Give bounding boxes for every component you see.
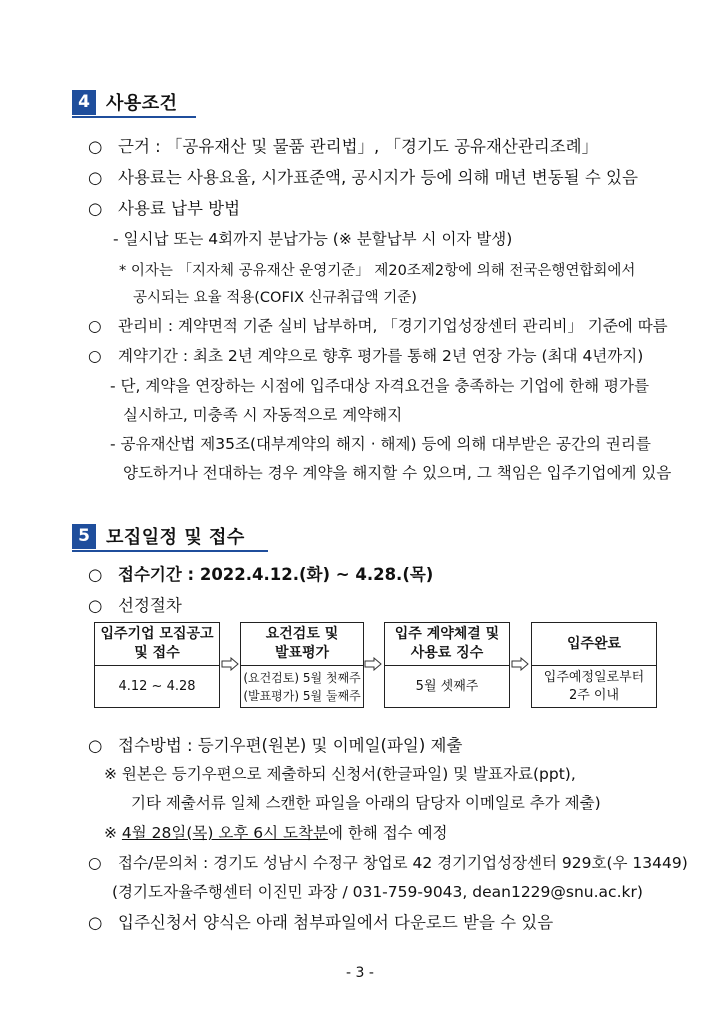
flow-step-date: 4.12 ~ 4.28 — [118, 678, 196, 694]
s5-period: ○ 접수기간 : 2022.4.12.(화) ~ 4.28.(목) — [88, 565, 434, 584]
flow-step-date: (요건검토) 5월 첫째주 (발표평가) 5월 둘째주 — [243, 670, 361, 703]
section-4-underline — [72, 116, 196, 118]
s5-note2: ※ 4월 28일(목) 오후 6시 도착분에 한해 접수 예정 — [104, 824, 448, 842]
flow-step-date: 입주예정일로부터 2주 이내 — [543, 669, 645, 703]
s5-procedure-label: ○ 선정절차 — [88, 596, 182, 615]
s5-method: ○ 접수방법 : 등기우편(원본) 및 이메일(파일) 제출 — [88, 736, 463, 755]
s4-line-extension-2: 실시하고, 미충족 시 자동적으로 계약해지 — [123, 406, 403, 424]
s4-line-maintenance: ○ 관리비 : 계약면적 기준 실비 납부하며, 「경기기업성장센터 관리비」 기준에 따름 — [88, 317, 668, 335]
s5-note1: ※ 원본은 등기우편으로 제출하되 신청서(한글파일) 및 발표자료(ppt), — [104, 765, 576, 783]
section-4-number: 4 — [72, 90, 96, 115]
section-5-header — [72, 522, 245, 550]
flow-step-contract — [384, 622, 510, 708]
flow-step-recruit — [94, 622, 220, 708]
s4-line-extension: - 단, 계약을 연장하는 시점에 입주대상 자격요건을 충족하는 기업에 한해 평가를 — [110, 377, 649, 395]
deadline-text: 4월 28일(목) 오후 6시 도착분 — [121, 824, 328, 842]
s5-note1-cont: 기타 제출서류 일체 스캔한 파일을 아래의 담당자 이메일로 추가 제출) — [131, 794, 601, 812]
section-4-title: 사용조건 — [106, 93, 178, 114]
flow-step-title: 요건검토 및 발표평가 — [241, 623, 363, 666]
s4-line-interest-note-2: 공시되는 요율 적용(COFIX 신규취급액 기준) — [133, 290, 417, 306]
flow-step-title: 입주기업 모집공고 및 접수 — [95, 623, 219, 666]
s5-contact-person: (경기도자율주행센터 이진민 과장 / 031-759-9043, dean1229@snu.ac.kr) — [112, 883, 643, 901]
section-5-underline — [72, 550, 268, 552]
s4-line-fee: ○ 사용료는 사용요율, 시가표준액, 공시지가 등에 의해 매년 변동될 수 있음 — [88, 168, 638, 187]
s4-line-law: - 공유재산법 제35조(대부계약의 해지 · 해제) 등에 의해 대부받은 공간의 권리를 — [110, 435, 651, 453]
flow-step-complete — [531, 622, 657, 708]
flow-step-review — [240, 622, 364, 708]
s4-line-basis: ○ 근거 : 「공유재산 및 물품 관리법」, 「경기도 공유재산관리조례」 — [88, 137, 599, 156]
flow-step-title: 입주 계약체결 및 사용료 징수 — [385, 623, 509, 666]
flow-step-title: 입주완료 — [532, 623, 656, 666]
flow-arrow-icon — [221, 657, 239, 671]
s4-line-contract: ○ 계약기간 : 최초 2년 계약으로 향후 평가를 통해 2년 연장 가능 (최대 4년까지) — [88, 347, 644, 365]
s5-download: ○ 입주신청서 양식은 아래 첨부파일에서 다운로드 받을 수 있음 — [88, 913, 554, 932]
page-number: - 3 - — [346, 965, 374, 981]
flow-step-date: 5월 셋째주 — [415, 678, 479, 694]
flow-arrow-icon — [364, 657, 382, 671]
section-5-number: 5 — [72, 524, 96, 549]
s4-line-law-2: 양도하거나 전대하는 경우 계약을 해지할 수 있으며, 그 책임은 입주기업에게 있음 — [123, 464, 672, 482]
flow-arrow-icon — [511, 657, 529, 671]
section-5-title: 모집일정 및 접수 — [106, 527, 245, 548]
s5-contact: ○ 접수/문의처 : 경기도 성남시 수정구 창업로 42 경기기업성장센터 929호(우 13449) — [88, 854, 688, 872]
s4-line-interest-note: * 이자는 「지자체 공유재산 운영기준」 제20조제2항에 의해 전국은행연합회에서 — [119, 263, 636, 279]
section-4-header — [72, 88, 178, 116]
s4-line-installment: - 일시납 또는 4회까지 분납가능 (※ 분할납부 시 이자 발생) — [113, 230, 513, 248]
contact-email-link[interactable]: dean1229@snu.ac.kr — [472, 883, 637, 901]
s4-line-payment: ○ 사용료 납부 방법 — [88, 199, 241, 218]
